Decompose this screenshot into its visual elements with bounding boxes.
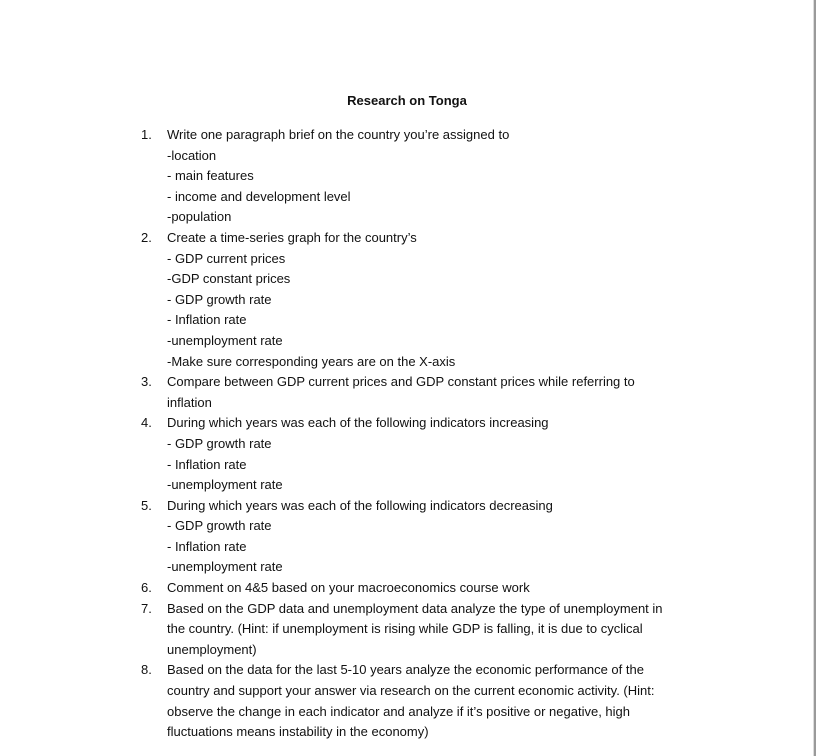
- numbered-list: [141, 125, 697, 743]
- list-item-subline: -population: [167, 209, 232, 225]
- list-item-number: 5.: [141, 497, 152, 513]
- list-item-subline: - Inflation rate: [167, 538, 247, 554]
- list-item-text: Compare between GDP current prices and GDP constant prices while referring to: [167, 374, 635, 390]
- list-item-subline: country and support your answer via research on the current economic activity. (Hint:: [167, 683, 655, 699]
- list-item-subline: - main features: [167, 168, 254, 184]
- list-item-subline: observe the change in each indicator and analyze if it’s positive or negative, high: [167, 703, 630, 719]
- list-item: [141, 413, 697, 495]
- list-item-subline: -location: [167, 147, 217, 163]
- list-item-number: 6.: [141, 580, 152, 596]
- list-item-number: 8.: [141, 662, 152, 678]
- list-item-number: 4.: [141, 415, 152, 431]
- list-item-number: 2.: [141, 229, 152, 245]
- list-item: [141, 125, 697, 228]
- list-item-subline: - GDP growth rate: [167, 435, 272, 451]
- list-item-number: 1.: [141, 127, 152, 142]
- list-item-subline: - GDP current prices: [167, 250, 286, 266]
- list-item-subline: -Make sure corresponding years are on the X-axis: [167, 353, 456, 369]
- list-item-number: 7.: [141, 600, 152, 616]
- list-item-text: Comment on 4&5 based on your macroeconomics course work: [167, 580, 530, 596]
- list-item-number: 3.: [141, 374, 152, 390]
- list-item-subline: unemployment): [167, 641, 257, 657]
- list-item-subline: - GDP growth rate: [167, 518, 272, 534]
- list-item-subline: fluctuations means instability in the economy): [167, 724, 429, 740]
- list-item: [141, 599, 697, 661]
- list-item-subline: - GDP growth rate: [167, 291, 272, 307]
- list-item-subline: the country. (Hint: if unemployment is rising while GDP is falling, it is due to cyclical: [167, 621, 643, 637]
- list-item-text: During which years was each of the following indicators decreasing: [167, 497, 553, 513]
- list-item-subline: -unemployment rate: [167, 477, 283, 493]
- list-item-subline: -unemployment rate: [167, 559, 283, 575]
- list-item: [141, 372, 697, 413]
- document-title: Research on Tonga: [347, 93, 467, 108]
- list-item-subline: inflation: [167, 394, 212, 410]
- list-item-subline: - Inflation rate: [167, 312, 247, 328]
- list-item-text: During which years was each of the following indicators increasing: [167, 415, 549, 431]
- list-item-text: Write one paragraph brief on the country you’re assigned to: [167, 127, 510, 142]
- list-item-text: Create a time-series graph for the country’s: [167, 229, 417, 245]
- list-item: [141, 660, 697, 742]
- list-item: [141, 496, 697, 578]
- list-item: [141, 578, 697, 599]
- list-item: [141, 228, 697, 372]
- list-item-subline: - Inflation rate: [167, 456, 247, 472]
- list-item-text: Based on the data for the last 5-10 years analyze the economic performance of the: [167, 662, 644, 678]
- list-item-text: Based on the GDP data and unemployment data analyze the type of unemployment in: [167, 600, 663, 616]
- list-item-subline: - income and development level: [167, 188, 351, 204]
- list-item-subline: -GDP constant prices: [167, 271, 291, 287]
- list-item-subline: -unemployment rate: [167, 332, 283, 348]
